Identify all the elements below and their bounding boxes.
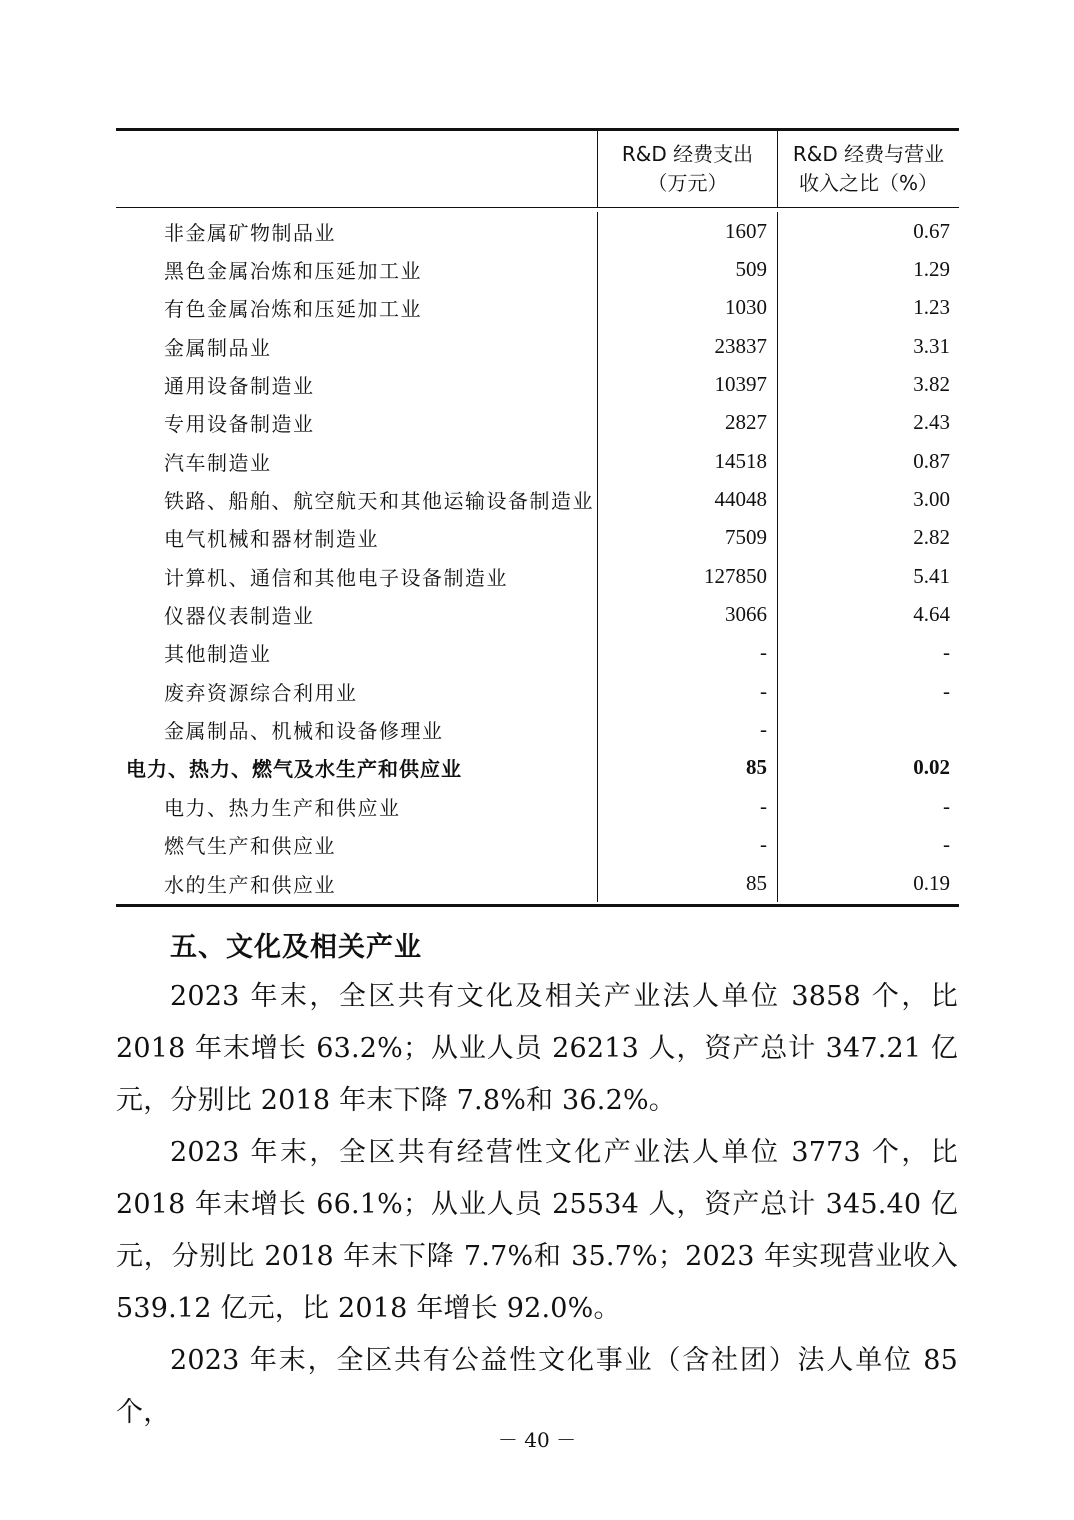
table-row: [116, 826, 959, 864]
industry-name-cell: 电力、热力、燃气及水生产和供应业: [116, 749, 598, 787]
rd-expenditure-cell: 14518: [598, 442, 778, 480]
table-row: [116, 404, 959, 442]
rd-expenditure-cell: -: [598, 826, 778, 864]
table-row: [116, 787, 959, 825]
table-row: [116, 250, 959, 288]
rd-ratio-cell: 3.00: [913, 487, 950, 512]
header-rd-ratio-line2: 收入之比（%）: [798, 171, 938, 195]
header-rd-ratio: [778, 131, 959, 207]
rd-ratio-cell: -: [943, 832, 950, 857]
table-row: [116, 749, 959, 787]
table-row: [116, 672, 959, 710]
rd-ratio-cell: 0.19: [913, 870, 950, 895]
rd-ratio-cell: 2.43: [913, 410, 950, 435]
rd-ratio-cell: 0.02: [913, 755, 950, 780]
table-row: [116, 595, 959, 633]
page-number: － 40 －: [497, 1428, 577, 1452]
rd-expenditure-cell: 3066: [598, 595, 778, 633]
header-industry-cell: [116, 131, 598, 207]
rd-ratio-cell: -: [943, 793, 950, 818]
rd-ratio-cell: 4.64: [913, 602, 950, 627]
table-row: [116, 557, 959, 595]
industry-name-cell: 铁路、船舶、航空航天和其他运输设备制造业: [116, 480, 598, 518]
rd-expenditure-cell: 44048: [598, 480, 778, 518]
rd-ratio-cell: 3.31: [913, 333, 950, 358]
paragraph-1: 2023 年末，全区共有文化及相关产业法人单位 3858 个，比 2018 年末增长 63.2%；从业人员 26213 人，资产总计 347.21 亿元，分别比 2018 年末下降 7.8%和 36.2%。: [116, 981, 958, 1116]
rd-expenditure-cell: 85: [598, 749, 778, 787]
industry-name-cell: 电力、热力生产和供应业: [116, 787, 598, 825]
rd-ratio-cell: 0.87: [913, 448, 950, 473]
industry-name-cell: 仪器仪表制造业: [116, 595, 598, 633]
table-row: [116, 365, 959, 403]
rd-expenditure-table: [116, 128, 959, 907]
table-row: [116, 864, 959, 902]
table-row: [116, 519, 959, 557]
rd-ratio-cell: 3.82: [913, 372, 950, 397]
rd-expenditure-cell: -: [598, 672, 778, 710]
section-title: 五、文化及相关产业: [170, 932, 422, 963]
rd-expenditure-cell: 10397: [598, 365, 778, 403]
industry-name-cell: 其他制造业: [116, 634, 598, 672]
table-body: [116, 208, 959, 904]
industry-name-cell: 金属制品业: [116, 327, 598, 365]
table-row: [116, 327, 959, 365]
rd-expenditure-cell: 1607: [598, 212, 778, 250]
rd-ratio-cell: 5.41: [913, 563, 950, 588]
rd-expenditure-cell: 2827: [598, 404, 778, 442]
industry-name-cell: 金属制品、机械和设备修理业: [116, 710, 598, 748]
rd-ratio-cell: 1.23: [913, 295, 950, 320]
industry-name-cell: 燃气生产和供应业: [116, 826, 598, 864]
rd-expenditure-cell: -: [598, 634, 778, 672]
rd-ratio-cell: 2.82: [913, 525, 950, 550]
header-rd-ratio-line1: R&D 经费与营业: [792, 142, 945, 166]
table-row: [116, 710, 959, 748]
rd-ratio-cell: 0.67: [913, 218, 950, 243]
rd-expenditure-cell: 1030: [598, 289, 778, 327]
header-rd-expenditure-line2: （万元）: [647, 171, 728, 195]
rd-ratio-cell: [778, 710, 959, 748]
industry-name-cell: 通用设备制造业: [116, 365, 598, 403]
header-rd-expenditure-line1: R&D 经费支出: [621, 142, 754, 166]
industry-name-cell: 汽车制造业: [116, 442, 598, 480]
rd-expenditure-cell: -: [598, 710, 778, 748]
rd-expenditure-cell: 23837: [598, 327, 778, 365]
industry-name-cell: 水的生产和供应业: [116, 864, 598, 902]
industry-name-cell: 非金属矿物制品业: [116, 212, 598, 250]
table-row: [116, 442, 959, 480]
rd-ratio-cell: -: [943, 678, 950, 703]
industry-name-cell: 有色金属冶炼和压延加工业: [116, 289, 598, 327]
table-row: [116, 634, 959, 672]
rd-expenditure-cell: 127850: [598, 557, 778, 595]
rd-expenditure-cell: -: [598, 787, 778, 825]
header-rd-expenditure: [598, 131, 778, 207]
industry-name-cell: 废弃资源综合利用业: [116, 672, 598, 710]
industry-name-cell: 计算机、通信和其他电子设备制造业: [116, 557, 598, 595]
paragraph-2: 2023 年末，全区共有经营性文化产业法人单位 3773 个，比 2018 年末增长 66.1%；从业人员 25534 人，资产总计 345.40 亿元，分别比 2018 年末下降 7.7%和 35.7%；2023 年实现营业收入 539.12 亿元，比 2018 年增长 92.0%。: [116, 1137, 958, 1324]
rd-expenditure-cell: 509: [598, 250, 778, 288]
industry-name-cell: 黑色金属冶炼和压延加工业: [116, 250, 598, 288]
table-row: [116, 289, 959, 327]
industry-name-cell: 专用设备制造业: [116, 404, 598, 442]
rd-expenditure-cell: 7509: [598, 519, 778, 557]
table-row: [116, 480, 959, 518]
industry-name-cell: 电气机械和器材制造业: [116, 519, 598, 557]
paragraph-3: 2023 年末，全区共有公益性文化事业（含社团）法人单位 85 个，: [116, 1345, 958, 1428]
table-header: [116, 131, 959, 208]
table-row: [116, 212, 959, 250]
rd-ratio-cell: -: [943, 640, 950, 665]
rd-expenditure-cell: 85: [598, 864, 778, 902]
rd-ratio-cell: 1.29: [913, 257, 950, 282]
